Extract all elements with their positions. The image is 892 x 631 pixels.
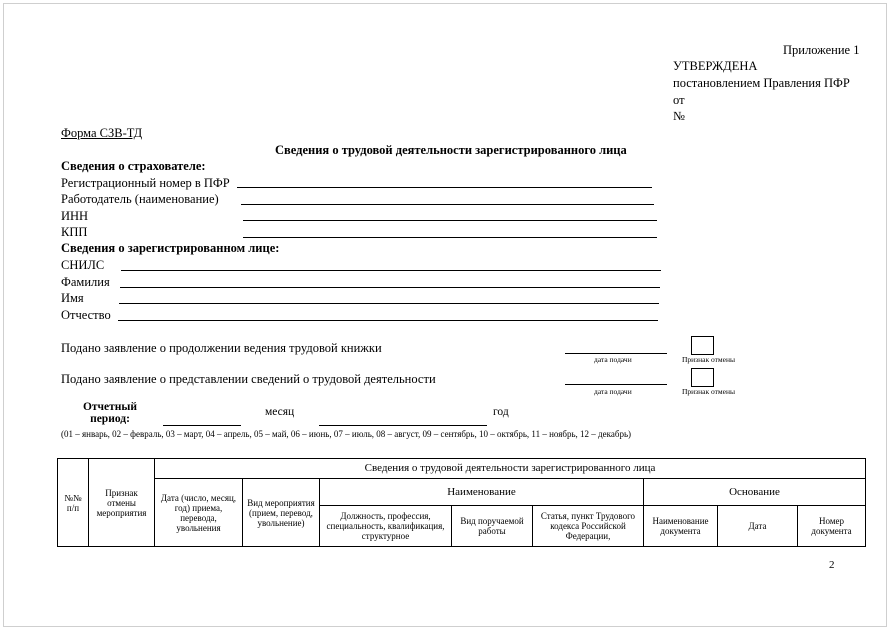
period-month-field[interactable] <box>163 425 241 426</box>
period-label-line1: Отчетный <box>82 401 138 413</box>
person-surname-label: Фамилия <box>61 275 110 289</box>
person-snils-label: СНИЛС <box>61 258 105 272</box>
insurer-inn-label: ИНН <box>61 209 89 223</box>
insurer-section-title: Сведения о страхователе: <box>61 159 206 173</box>
person-surname-field[interactable] <box>120 287 660 288</box>
application-info-label: Подано заявление о представлении сведений о трудовой деятельности <box>61 372 436 386</box>
insurer-employer-label: Работодатель (наименование) <box>61 192 219 206</box>
page-number: 2 <box>829 559 835 571</box>
person-snils-field[interactable] <box>121 270 661 271</box>
appendix-label: Приложение 1 <box>783 43 860 57</box>
application-workbook-date-field[interactable] <box>565 353 667 354</box>
col-doc-date-header: Дата <box>718 506 798 547</box>
period-year-label: год <box>493 406 509 418</box>
insurer-kpp-field[interactable] <box>243 237 657 238</box>
col-number-header: №№ п/п <box>58 459 89 547</box>
insurer-employer-field[interactable] <box>241 204 654 205</box>
person-name-label: Имя <box>61 291 84 305</box>
col-doc-name-header: Наименование документа <box>644 506 718 547</box>
application-workbook-date-caption: дата подачи <box>594 355 632 364</box>
col-doc-number-header: Номер документа <box>798 506 866 547</box>
application-info-cancel-checkbox[interactable] <box>691 368 714 387</box>
period-label-line2: период: <box>90 413 130 425</box>
col-cancel-header: Признак отмены мероприятия <box>89 459 155 547</box>
form-code: Форма СЗВ-ТД <box>61 126 143 140</box>
month-codes-note: (01 – январь, 02 – февраль, 03 – март, 04 – апрель, 05 – май, 06 – июнь, 07 – июль, 08 – август, 09 – сентябрь, 10 – октябрь, 11 – ноябрь, 12 – декабрь) <box>61 429 632 439</box>
insurer-kpp-label: КПП <box>61 225 88 239</box>
application-workbook-cancel-checkbox[interactable] <box>691 336 714 355</box>
group-name-header: Наименование <box>320 479 644 506</box>
period-month-label: месяц <box>265 406 295 418</box>
form-title: Сведения о трудовой деятельности зарегистрированного лица <box>275 143 627 157</box>
number-prefix: № <box>673 109 685 123</box>
col-article-header: Статья, пункт Трудового кодекса Российской Федерации, <box>533 506 644 547</box>
col-work-type-header: Вид поручаемой работы <box>452 506 533 547</box>
person-name-field[interactable] <box>119 303 659 304</box>
insurer-reg-number-label: Регистрационный номер в ПФР <box>61 176 230 190</box>
col-position-header: Должность, профессия, специальность, квалификация, структурное <box>320 506 452 547</box>
insurer-reg-number-field[interactable] <box>237 187 652 188</box>
insurer-inn-field[interactable] <box>243 220 657 221</box>
application-info-date-field[interactable] <box>565 384 667 385</box>
application-info-cancel-caption: Признак отмены <box>682 387 736 396</box>
group-basis-header: Основание <box>644 479 866 506</box>
application-workbook-label: Подано заявление о продолжении ведения трудовой книжки <box>61 341 382 355</box>
period-year-field[interactable] <box>319 425 487 426</box>
application-workbook-cancel-caption: Признак отмены <box>682 355 736 364</box>
person-patronymic-label: Отчество <box>61 308 111 322</box>
approved-label: УТВЕРЖДЕНА <box>673 59 758 73</box>
application-info-date-caption: дата подачи <box>594 387 632 396</box>
person-section-title: Сведения о зарегистрированном лице: <box>61 241 280 255</box>
col-event-type-header: Вид мероприятия (прием, перевод, увольнение) <box>243 479 320 547</box>
person-patronymic-field[interactable] <box>118 320 658 321</box>
col-date-header: Дата (число, месяц, год) приема, перевода, увольнения <box>155 479 243 547</box>
employment-table <box>57 458 866 547</box>
date-prefix: от <box>673 93 685 107</box>
resolution-label: постановлением Правления ПФР <box>673 76 850 90</box>
group-activity-header: Сведения о трудовой деятельности зарегистрированного лица <box>155 459 866 479</box>
